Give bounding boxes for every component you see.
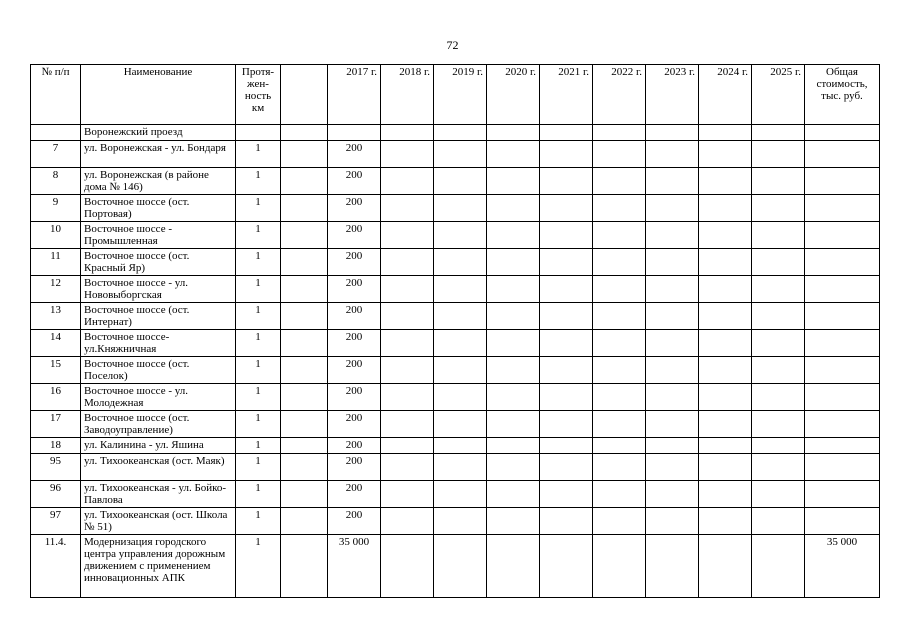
cell-2024: [699, 411, 752, 438]
cell-2021: [540, 195, 593, 222]
cell-blank: [281, 141, 328, 168]
header-total: Общая стоимость, тыс. руб.: [805, 65, 880, 125]
table-row: [31, 195, 880, 222]
cell-2022: [593, 141, 646, 168]
cell-2022: [593, 438, 646, 454]
header-blank: [281, 65, 328, 125]
cell-length: 1: [236, 411, 281, 438]
cell-2024: [699, 195, 752, 222]
header-year: 2017 г.: [328, 65, 381, 125]
cell-blank: [281, 384, 328, 411]
table-row: [31, 330, 880, 357]
cell-length: 1: [236, 357, 281, 384]
cell-2017: 200: [328, 222, 381, 249]
cell-2023: [646, 384, 699, 411]
header-year: 2024 г.: [699, 65, 752, 125]
cell-total: [805, 330, 880, 357]
cell-num: 11: [31, 249, 81, 276]
header-length: Протя- жен- ность км: [236, 65, 281, 125]
cell-2017: 200: [328, 330, 381, 357]
cell-2023: [646, 168, 699, 195]
cell-2020: [487, 454, 540, 481]
cell-num: 7: [31, 141, 81, 168]
cell-total: [805, 303, 880, 330]
cell-blank: [281, 249, 328, 276]
cell-length: 1: [236, 141, 281, 168]
cell-2022: [593, 330, 646, 357]
cell-blank: [281, 303, 328, 330]
cell-num: 10: [31, 222, 81, 249]
header-row: [31, 65, 880, 125]
cell-2018: [381, 168, 434, 195]
cell-num: 9: [31, 195, 81, 222]
header-num: № п/п: [31, 65, 81, 125]
cell-blank: [281, 168, 328, 195]
cell-name: ул. Тихоокеанская (ост. Маяк): [81, 454, 236, 481]
cell-blank: [281, 454, 328, 481]
cell-num: 18: [31, 438, 81, 454]
cell-2019: [434, 411, 487, 438]
cell-name: Восточное шоссе- ул.Княжничная: [81, 330, 236, 357]
cell-2024: [699, 357, 752, 384]
cell-2025: [752, 508, 805, 535]
cell-num: 97: [31, 508, 81, 535]
cell-2021: [540, 535, 593, 598]
cell-name: Восточное шоссе - ул. Молодежная: [81, 384, 236, 411]
cell-2017: 200: [328, 276, 381, 303]
cell-2025: [752, 357, 805, 384]
page-number: 72: [446, 38, 459, 52]
cell-length: 1: [236, 168, 281, 195]
cell-2023: [646, 357, 699, 384]
cell-2017: 200: [328, 357, 381, 384]
cell-2024: [699, 222, 752, 249]
cell-2025: [752, 438, 805, 454]
cell-total: [805, 249, 880, 276]
cell-2019: [434, 303, 487, 330]
cell-2021: [540, 454, 593, 481]
cell-length: 1: [236, 330, 281, 357]
cell-2017: 200: [328, 454, 381, 481]
header-name: Наименование: [81, 65, 236, 125]
cell-2021: [540, 303, 593, 330]
cell-2021: [540, 222, 593, 249]
cell-2020: [487, 330, 540, 357]
cell-length: 1: [236, 508, 281, 535]
table-row: [31, 249, 880, 276]
cell-2025: [752, 276, 805, 303]
cell-2020: [487, 195, 540, 222]
cell-length: 1: [236, 535, 281, 598]
cell-2020: [487, 411, 540, 438]
cell-total: [805, 222, 880, 249]
budget-table: [30, 64, 880, 598]
cell-2018: [381, 222, 434, 249]
cell-2021: [540, 168, 593, 195]
cell-length: 1: [236, 249, 281, 276]
cell-2020: [487, 303, 540, 330]
cell-2024: [699, 330, 752, 357]
cell-num: 14: [31, 330, 81, 357]
cell-total: [805, 276, 880, 303]
cell-2022: [593, 481, 646, 508]
cell-2024: [699, 384, 752, 411]
header-year: 2019 г.: [434, 65, 487, 125]
cell-2019: [434, 330, 487, 357]
cell-num: 16: [31, 384, 81, 411]
cell-num: 13: [31, 303, 81, 330]
cell-name: ул. Воронежская - ул. Бондаря: [81, 141, 236, 168]
table-row: [31, 508, 880, 535]
cell-2019: [434, 508, 487, 535]
cell-length: 1: [236, 222, 281, 249]
cell-2020: [487, 438, 540, 454]
cell-blank: [281, 222, 328, 249]
cell-total: [805, 384, 880, 411]
cell-2023: [646, 481, 699, 508]
cell-2025: [752, 454, 805, 481]
table-row: [31, 454, 880, 481]
cell-2025: [752, 222, 805, 249]
header-year: 2018 г.: [381, 65, 434, 125]
cell-2021: [540, 330, 593, 357]
cell-blank: [281, 411, 328, 438]
cell-2022: [593, 168, 646, 195]
table-row: [31, 357, 880, 384]
cell-2024: [699, 276, 752, 303]
cell-name: Восточное шоссе (ост. Заводоуправление): [81, 411, 236, 438]
cell-blank: [281, 508, 328, 535]
cell-2025: [752, 249, 805, 276]
cell-name: Восточное шоссе (ост. Красный Яр): [81, 249, 236, 276]
cell-2020: [487, 276, 540, 303]
cell-2021: [540, 141, 593, 168]
cell-blank: [281, 438, 328, 454]
cell-2018: [381, 508, 434, 535]
cell-2025: [752, 535, 805, 598]
cell-2025: [752, 384, 805, 411]
cell-2023: [646, 276, 699, 303]
cell-total: [805, 454, 880, 481]
table-row: [31, 303, 880, 330]
table-row: [31, 222, 880, 249]
cell-2025: [752, 411, 805, 438]
cell-total: [805, 168, 880, 195]
cell-length: 1: [236, 195, 281, 222]
cell-2019: [434, 481, 487, 508]
cell-2017: 200: [328, 168, 381, 195]
cell-2018: [381, 141, 434, 168]
cell-num: 15: [31, 357, 81, 384]
cell-2022: [593, 195, 646, 222]
cell-2021: [540, 357, 593, 384]
cell-2022: [593, 222, 646, 249]
cell-blank: [281, 357, 328, 384]
cell-2018: [381, 357, 434, 384]
cell-2018: [381, 276, 434, 303]
cell-num: 95: [31, 454, 81, 481]
table-row: [31, 411, 880, 438]
cell-2024: [699, 454, 752, 481]
cell-2021: [540, 438, 593, 454]
header-year: 2025 г.: [752, 65, 805, 125]
cell-blank: [281, 195, 328, 222]
cell-2017: 200: [328, 141, 381, 168]
cell-2021: [540, 384, 593, 411]
cell-num: 8: [31, 168, 81, 195]
cell-2023: [646, 438, 699, 454]
cell-2024: [699, 508, 752, 535]
cell-name: Восточное шоссе (ост. Поселок): [81, 357, 236, 384]
cell-2022: [593, 357, 646, 384]
cell-total: 35 000: [805, 535, 880, 598]
cell-2022: [593, 384, 646, 411]
cell-2017: 200: [328, 249, 381, 276]
cell-total: [805, 438, 880, 454]
cell-2019: [434, 535, 487, 598]
cell-name: ул. Тихоокеанская (ост. Школа № 51): [81, 508, 236, 535]
cell-2023: [646, 222, 699, 249]
cell-2017: 200: [328, 481, 381, 508]
cell-2018: [381, 384, 434, 411]
cell-2018: [381, 411, 434, 438]
cell-total: [805, 481, 880, 508]
cell-2017: 200: [328, 195, 381, 222]
cell-name: Восточное шоссе - ул. Нововыборгская: [81, 276, 236, 303]
cell-length: 1: [236, 481, 281, 508]
cell-2025: [752, 481, 805, 508]
cell-length: 1: [236, 384, 281, 411]
cell-2019: [434, 249, 487, 276]
cell-2020: [487, 508, 540, 535]
cell-2022: [593, 535, 646, 598]
cell-2022: [593, 303, 646, 330]
section-row: [31, 125, 880, 141]
cell-name: ул. Воронежская (в районе дома № 146): [81, 168, 236, 195]
cell-2023: [646, 411, 699, 438]
cell-2019: [434, 384, 487, 411]
cell-2020: [487, 249, 540, 276]
cell-2020: [487, 141, 540, 168]
cell-2020: [487, 535, 540, 598]
cell-2019: [434, 276, 487, 303]
cell-2020: [487, 222, 540, 249]
cell-name: ул. Калинина - ул. Яшина: [81, 438, 236, 454]
cell-2018: [381, 249, 434, 276]
table-row: [31, 481, 880, 508]
cell-2019: [434, 438, 487, 454]
cell-2024: [699, 141, 752, 168]
cell-2018: [381, 481, 434, 508]
cell-2023: [646, 195, 699, 222]
table-row: [31, 438, 880, 454]
cell-2023: [646, 508, 699, 535]
cell-2019: [434, 168, 487, 195]
header-year: 2023 г.: [646, 65, 699, 125]
cell-blank: [281, 481, 328, 508]
cell-2018: [381, 454, 434, 481]
cell-2018: [381, 330, 434, 357]
table-row: [31, 168, 880, 195]
cell-2018: [381, 438, 434, 454]
cell-length: 1: [236, 276, 281, 303]
cell-2022: [593, 276, 646, 303]
cell-2024: [699, 438, 752, 454]
cell-2021: [540, 249, 593, 276]
cell-num: 17: [31, 411, 81, 438]
cell-2020: [487, 384, 540, 411]
cell-num: 96: [31, 481, 81, 508]
cell-total: [805, 411, 880, 438]
table-row: [31, 141, 880, 168]
cell-2017: 200: [328, 438, 381, 454]
cell-2017: 200: [328, 303, 381, 330]
cell-2018: [381, 303, 434, 330]
cell-2021: [540, 411, 593, 438]
cell-2018: [381, 195, 434, 222]
cell-2024: [699, 481, 752, 508]
cell-2022: [593, 454, 646, 481]
cell-blank: [281, 330, 328, 357]
cell-2019: [434, 141, 487, 168]
cell-2022: [593, 411, 646, 438]
cell-num: 11.4.: [31, 535, 81, 598]
cell-name: Модернизация городского центра управления дорожным движением с применением инновационных АПК: [81, 535, 236, 598]
cell-length: 1: [236, 454, 281, 481]
cell-2020: [487, 481, 540, 508]
table-row: [31, 276, 880, 303]
cell-num: 12: [31, 276, 81, 303]
header-year: 2020 г.: [487, 65, 540, 125]
cell-2018: [381, 535, 434, 598]
cell-2020: [487, 168, 540, 195]
cell-2017: 200: [328, 508, 381, 535]
cell-2021: [540, 276, 593, 303]
cell-length: 1: [236, 438, 281, 454]
cell-2019: [434, 222, 487, 249]
cell-2022: [593, 508, 646, 535]
cell-2023: [646, 141, 699, 168]
cell-2022: [593, 249, 646, 276]
cell-2019: [434, 454, 487, 481]
cell-2023: [646, 249, 699, 276]
cell-2024: [699, 249, 752, 276]
cell-2019: [434, 357, 487, 384]
cell-name: Восточное шоссе (ост. Интернат): [81, 303, 236, 330]
cell-2023: [646, 303, 699, 330]
header-year: 2021 г.: [540, 65, 593, 125]
cell-name: Восточное шоссе - Промышленная: [81, 222, 236, 249]
cell-total: [805, 195, 880, 222]
cell-2021: [540, 508, 593, 535]
cell-2023: [646, 454, 699, 481]
cell-2024: [699, 168, 752, 195]
cell-total: [805, 141, 880, 168]
cell-total: [805, 508, 880, 535]
cell-2021: [540, 481, 593, 508]
cell-2017: 35 000: [328, 535, 381, 598]
cell-blank: [281, 535, 328, 598]
cell-2017: 200: [328, 411, 381, 438]
cell-2019: [434, 195, 487, 222]
cell-2023: [646, 330, 699, 357]
header-year: 2022 г.: [593, 65, 646, 125]
cell-2025: [752, 330, 805, 357]
cell-2025: [752, 303, 805, 330]
cell-blank: [281, 276, 328, 303]
cell-2024: [699, 303, 752, 330]
cell-2024: [699, 535, 752, 598]
table-row: [31, 535, 880, 598]
cell-2023: [646, 535, 699, 598]
section-title: Воронежский проезд: [81, 125, 236, 141]
cell-2025: [752, 195, 805, 222]
cell-2025: [752, 168, 805, 195]
cell-2020: [487, 357, 540, 384]
cell-length: 1: [236, 303, 281, 330]
cell-name: Восточное шоссе (ост. Портовая): [81, 195, 236, 222]
cell-total: [805, 357, 880, 384]
cell-2017: 200: [328, 384, 381, 411]
cell-2025: [752, 141, 805, 168]
table-row: [31, 384, 880, 411]
cell-name: ул. Тихоокеанская - ул. Бойко-Павлова: [81, 481, 236, 508]
